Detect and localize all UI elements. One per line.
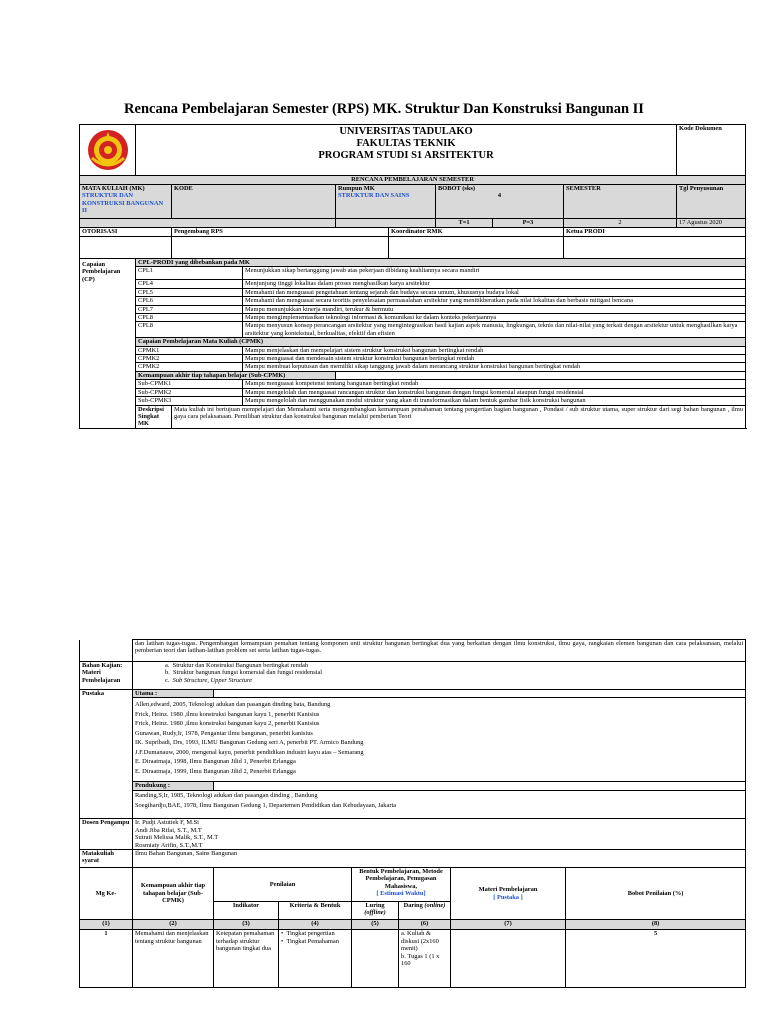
row-indikator: Ketepatan pemahaman terhadap struktur bangunan tingkat dua bbox=[214, 930, 279, 988]
bahan-kajian-label: Bahan Kajian: Materi Pembelajaran bbox=[80, 662, 133, 690]
col-daring-label: Daring bbox=[403, 902, 423, 910]
rps-heading: RENCANA PEMBELAJARAN SEMESTER bbox=[80, 176, 746, 185]
deskripsi-label: Deskripsi Singkat MK bbox=[136, 405, 172, 428]
koordinator-label: Koordinator RMK bbox=[389, 228, 564, 237]
mk-label: MATA KULIAH (MK) bbox=[82, 185, 145, 192]
col-online-label: (online) bbox=[424, 902, 446, 910]
kriteria-item: Tingkat Pemahaman bbox=[286, 937, 339, 945]
lecturer-name: Ir. Pudji Astutiek F, M.Si bbox=[135, 819, 199, 827]
reference-item: Allen,edward, 2005, Teknologi adukan dan pasangan dinding bata, Bandung bbox=[135, 701, 331, 709]
kriteria-item: Tingkat pengertian bbox=[286, 930, 335, 938]
reference-item: IK. Supribadi, Drs, 1993, ILMU Bangunan Gedung seri A, penerbit PT. Armico Bandung bbox=[135, 739, 364, 747]
t-label: T=1 bbox=[436, 219, 493, 228]
deskripsi-continued: dan latihan tugas-tugas. Pengembangan kemampuan pemahan tentang komponen unit struktur bangunan bertingkat dua yang berkaitan dengan ilmu konstruksi, ilmu gaya, rangkaian elemen bangunan dan cara pelaksanaan, melalui pemberian teori dan latihan-latihan problem set serta latihan tugas-tugas. bbox=[133, 640, 746, 662]
pengembang-label: Pengembang RPS bbox=[172, 228, 389, 237]
cpl-code: CPL6 bbox=[136, 297, 243, 305]
col-bentuk-label: Bentuk Pembelajaran, Metode Pembelajaran, Penugasan Mahasiswa, bbox=[359, 868, 443, 890]
lecturer-name: Andi Jiba Rifai, S.T., M.T bbox=[135, 826, 202, 834]
col-kemampuan: Kemampuan akhir tiap tahapan belajar (Sub-CPMK) bbox=[133, 868, 214, 920]
cpl-text: Mampu menunjukkan kinerja mandiri, terukur & bermutu bbox=[243, 305, 746, 313]
utama-list bbox=[133, 698, 746, 782]
deskripsi-text: Mata kuliah ini bertujuan mempelajari dan Memahami serta mengembangkan kemampuan pemahaman tentang pengertian bagian bangunan , Pondasi / sub struktur utama, super struktur dari segi bahan bangunan , ilmu gaya cara pelaksanaan. Pemilihan struktur dan konstruksi bangunan melalui pemberian Teori bbox=[172, 405, 746, 428]
cpmk-code: CPMK2 bbox=[136, 363, 243, 371]
logo-cell bbox=[80, 125, 136, 176]
university-logo-icon bbox=[86, 128, 130, 172]
pendukung-label: Pendukung : bbox=[133, 782, 214, 791]
cpmk-heading: Capaian Pembelajaran Mata Kuliah (CPMK) bbox=[136, 338, 746, 346]
col-number: (1) bbox=[80, 920, 133, 930]
sub-cpmk-heading: Kemampuan akhir tiap tahapan belajar (Sub-CPMK) bbox=[136, 371, 336, 379]
reference-item: Gunawan, Rudy,Ir, 1978, Pengantar ilmu bangunan, penerbit kanisius bbox=[135, 729, 313, 737]
col-number: (7) bbox=[451, 920, 566, 930]
cpl-code: CPL8 bbox=[136, 314, 243, 322]
rumpun-cell bbox=[336, 185, 436, 219]
reference-item: E. Diraatmaja, 1999, Ilmu Bangunan Jilid 2, Penerbit Erlangga bbox=[135, 767, 296, 775]
col-luring bbox=[352, 902, 399, 920]
col-number: (3) bbox=[214, 920, 279, 930]
cpl-code: CPL7 bbox=[136, 305, 243, 313]
col-kriteria: Kriteria & Bentuk bbox=[279, 902, 352, 920]
list-item: Sub Structure, Upper Structure bbox=[172, 676, 253, 684]
faculty-name: FAKULTAS TEKNIK bbox=[356, 138, 456, 149]
cpl-code: CPL8 bbox=[136, 322, 243, 338]
cpl-code: CPL1 bbox=[136, 267, 243, 280]
row-kemampuan: Memahami dan menjelaskan tentang struktur bangunan bbox=[133, 930, 214, 988]
bahan-kajian-list bbox=[133, 662, 746, 690]
subcpmk-code: Sub-CPMK3 bbox=[136, 397, 243, 405]
cpmk-text: Mampu menjelaskan dan mempelajari sistem struktur konstruksi bangunan bertingkat rendah bbox=[243, 346, 746, 354]
list-marker: b. bbox=[401, 952, 406, 960]
tgl-label: Tgl Penyusunan bbox=[677, 185, 746, 219]
rumpun-label: Rumpun MK bbox=[338, 185, 375, 192]
list-marker: c. bbox=[165, 676, 170, 684]
col-bentuk bbox=[352, 868, 451, 902]
cpl-code: CPL5 bbox=[136, 288, 243, 296]
cpmk-text: Mampu membuat keputusan dan memiliki sikap tanggung jawab dalam merancang struktur konstruksi bangunan bertingkat rendah bbox=[243, 363, 746, 371]
row-mg: 1 bbox=[80, 930, 133, 988]
col-penilaian: Penilaian bbox=[214, 868, 352, 902]
col-indikator: Indikator bbox=[214, 902, 279, 920]
reference-item: J.F.Dumanauw, 2000, mengenal kayu, penerbit pendidikan industri kayu atas – Semarang bbox=[135, 748, 364, 756]
list-marker: a. bbox=[401, 930, 406, 938]
subcpmk-code: Sub-CPMK1 bbox=[136, 380, 243, 388]
col-number: (2) bbox=[133, 920, 214, 930]
cpmk-text: Mampu menguasai dan mendesain sistem struktur konstruksi bangunan bertingkat rendah bbox=[243, 355, 746, 363]
reference-item: Frick, Heinz. 1980 ,ilmu konstruksi bangunan kayu 2, penerbit Kanisius bbox=[135, 720, 320, 728]
row-kriteria: • Tingkat pengertian • Tingkat Pemahaman bbox=[279, 930, 352, 988]
mk-value: STRUKTUR DAN KONSTRUKSI BANGUNAN II bbox=[82, 192, 164, 215]
pustaka-label: Pustaka bbox=[80, 690, 133, 819]
col-bobot: Bobot Penilaian (%) bbox=[566, 868, 746, 920]
cpl-text: Mampu menyusun konsep perancangan arsitektur yang mengintegrasikan hasil kajian aspek manusia, lingkungan, teknis dan nilai-nilai yang terkait dengan arsitektur untuk menghasilkan karya arsitektur yang kontekstual, berkualitas, efektif dan efisien bbox=[243, 322, 746, 338]
cpl-text: Menunjukkan sikap bertanggung jawab atas pekerjaan dibidang keahliannya secara mandiri bbox=[243, 267, 746, 280]
lecturer-name: Rosmiaty Arifin, S.T.,M.T bbox=[135, 841, 203, 849]
col-daring bbox=[399, 902, 451, 920]
semester-value: 2 bbox=[564, 219, 677, 228]
pendukung-list bbox=[133, 791, 746, 819]
rps-table-page2 bbox=[79, 639, 746, 988]
cp-label: Capaian Pembelajaran (CP) bbox=[80, 259, 136, 429]
cpl-code: CPL4 bbox=[136, 280, 243, 288]
reference-item: Soegihardjo,BAE, 1978, Ilmu Bangunan Gedung 1, Departemen Pendidikan dan Kebudayaan, Jakarta bbox=[135, 801, 397, 809]
kode-dokumen: Kode Dokumen bbox=[677, 125, 746, 176]
col-materi bbox=[451, 868, 566, 920]
list-marker: a. bbox=[165, 662, 170, 669]
row-bobot: 5 bbox=[566, 930, 746, 988]
syarat-label: Matakuliah syarat bbox=[80, 850, 133, 868]
bobot-label: BOBOT (sks) bbox=[438, 185, 475, 192]
syarat-value: Ilmu Bahan Bangunan, Sains Bangunan bbox=[133, 850, 746, 868]
subcpmk-code: Sub-CPMK2 bbox=[136, 388, 243, 396]
bobot-value: 4 bbox=[497, 192, 502, 200]
otorisasi-label: OTORISASI bbox=[80, 228, 172, 237]
reference-item: E. Diraatmaja, 1998, Ilmu Bangunan Jilid 1, Penerbit Erlangga bbox=[135, 758, 296, 766]
subcpmk-text: Mampu mengelolah dan menggunakan modul struktur yang akan di transformasikan dalam bentuk gambar fisik konstruksi bangunan bbox=[243, 397, 746, 405]
daring-item: Tugas 1 (1 x 160 bbox=[401, 952, 440, 968]
row-daring bbox=[399, 930, 451, 988]
kode-label: KODE bbox=[172, 185, 336, 219]
col-number: (4) bbox=[279, 920, 352, 930]
cpmk-code: CPMK2 bbox=[136, 355, 243, 363]
cpl-text: Mampu mengimplementasikan teknologi informasi & komunikasi ke dalam konteks pekerjaannya bbox=[243, 314, 746, 322]
list-item: Struktur bangunan fungsi komersial dan fungsi residensial bbox=[173, 669, 323, 677]
document-title: Rencana Pembelajaran Semester (RPS) MK. Struktur Dan Konstruksi Bangunan II bbox=[124, 101, 644, 117]
col-estimasi-label: [ Estimasi Waktu] bbox=[376, 890, 426, 898]
tgl-value: 17 Agustus 2020 bbox=[677, 219, 746, 228]
cpmk-code: CPMK1 bbox=[136, 346, 243, 354]
daring-item: Kuliah & diskusi (2x160 menit) bbox=[401, 930, 439, 953]
reference-item: Randing,S,Ir, 1985, Teknologi adukan dan pasangan dinding , Bandung bbox=[135, 792, 318, 800]
subcpmk-text: Mampu mengelolah dan menguasai rancangan struktur dan konstruksi bangunan dengan fungsi komersial ataupun fungsi residensial bbox=[243, 388, 746, 396]
lecturer-name: Sutrati Melissa Malik, S.T., M.T bbox=[135, 834, 219, 842]
col-mg: Mg Ke- bbox=[80, 868, 133, 920]
col-number: (5) bbox=[352, 920, 399, 930]
col-luring-label: Luring bbox=[365, 902, 385, 910]
utama-label: Utama : bbox=[133, 690, 214, 698]
rps-table-page1 bbox=[79, 124, 746, 429]
program-name: PROGRAM STUDI S1 ARSITEKTUR bbox=[318, 150, 494, 161]
col-number: (6) bbox=[399, 920, 451, 930]
bobot-cell bbox=[436, 185, 564, 219]
mk-cell bbox=[80, 185, 172, 219]
university-name: UNIVERSITAS TADULAKO bbox=[339, 126, 473, 137]
col-offline-label: (offline) bbox=[364, 909, 386, 917]
cpl-text: Memahami dan menguasai pengetahuan tentang sejarah dan budaya secara umum, khususnya budaya lokal bbox=[243, 288, 746, 296]
subcpmk-text: Mampu menguasai kompetensi tentang bangunan bertingkat rendah bbox=[243, 380, 746, 388]
semester-label: SEMESTER bbox=[564, 185, 677, 219]
institution-header bbox=[136, 125, 677, 176]
col-pustaka-label: [ Pustaka ] bbox=[493, 893, 523, 901]
cpl-prodi-heading: CPL-PRODI yang dibebankan pada MK bbox=[136, 259, 746, 267]
ketua-label: Ketua PRODI bbox=[564, 228, 746, 237]
reference-item: Frick, Heinz. 1980 ,ilmu konstruksi bangunan kayu 1, penerbit Kanisius bbox=[135, 710, 320, 718]
col-number: (8) bbox=[566, 920, 746, 930]
col-materi-label: Materi Pembelajaran bbox=[478, 886, 538, 894]
list-item: Struktur dan Konstruksi Bangunan bertingkat rendah bbox=[172, 662, 309, 669]
cpl-text: Menjunjung tinggi lokalitas dalam proses menghasilkan karya arsitektur bbox=[243, 280, 746, 288]
dosen-list bbox=[133, 819, 746, 850]
cpl-text: Memahami dan menguasai secara teoritis penyelesaian permasalahan arsitektur yang menitikberatkan pada nilai lokalitas dan berbasis mitigasi bencana bbox=[243, 297, 746, 305]
dosen-label: Dosen Pengampu bbox=[80, 819, 133, 850]
rumpun-value: STRUKTUR DAN SAINS bbox=[338, 192, 410, 200]
p-label: P=3 bbox=[493, 219, 564, 228]
list-marker: b. bbox=[165, 669, 170, 677]
